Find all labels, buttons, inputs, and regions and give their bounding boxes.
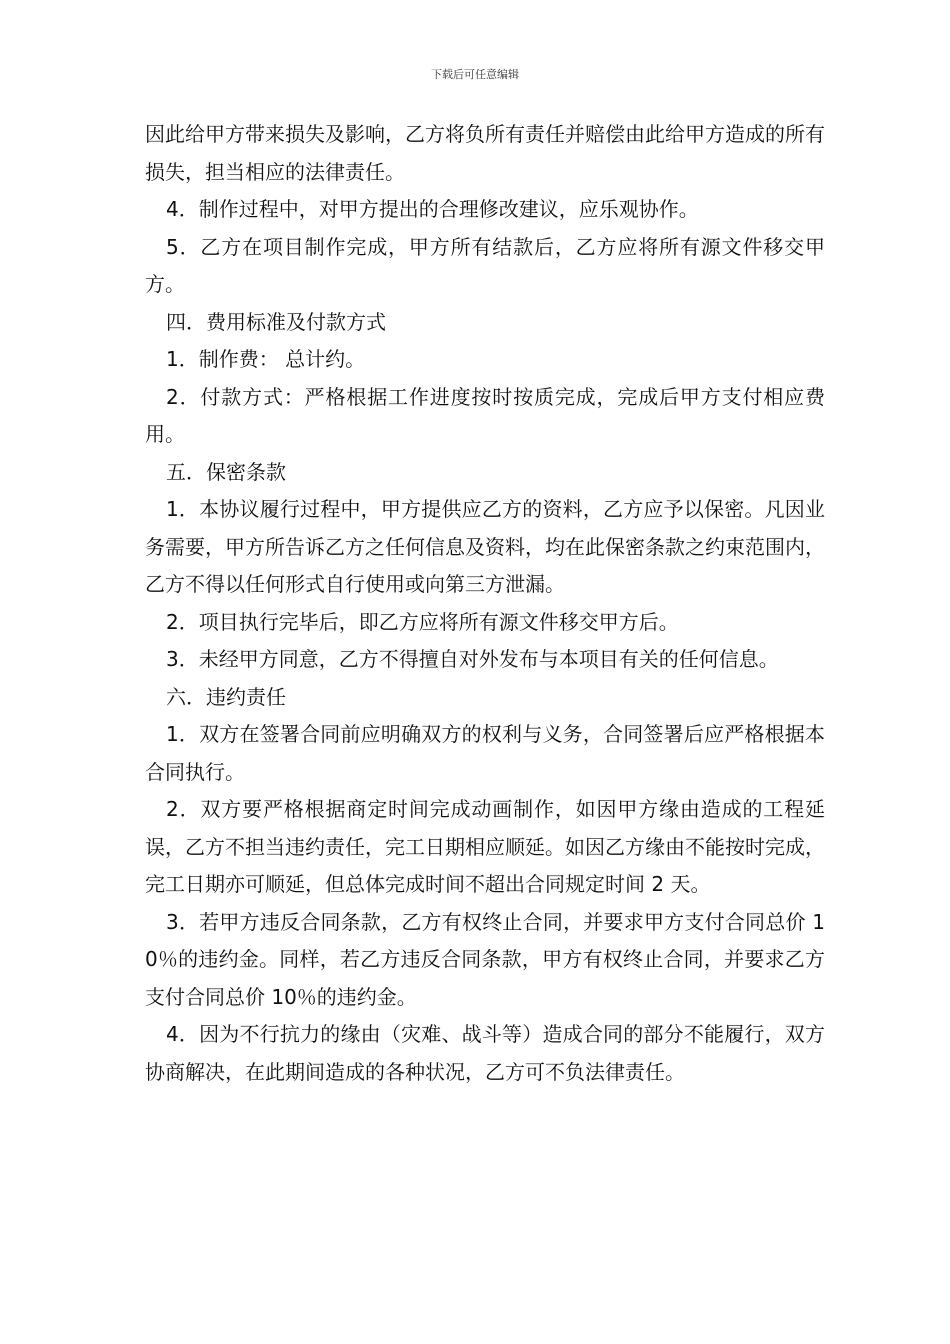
paragraph-item: 3．未经甲方同意，乙方不得擅自对外发布与本项目有关的任何信息。 bbox=[166, 647, 779, 671]
paragraph-item: 2．付款方式：严格根据工作进度按时按质完成，完成后甲方支付相应费用。 bbox=[145, 384, 825, 446]
paragraph-item: 4．制作过程中，对甲方提出的合理修改建议，应乐观协作。 bbox=[166, 197, 699, 221]
section-heading: 六．违约责任 bbox=[166, 684, 286, 709]
section-heading: 五．保密条款 bbox=[166, 459, 286, 484]
page-header: 下载后可任意编辑 bbox=[431, 68, 519, 81]
paragraph-item: 1．制作费： 总计约。 bbox=[166, 347, 366, 371]
section-heading: 四．费用标准及付款方式 bbox=[166, 309, 386, 334]
paragraph-item: 5．乙方在项目制作完成，甲方所有结款后，乙方应将所有源文件移交甲方。 bbox=[145, 234, 825, 296]
paragraph-continuation: 因此给甲方带来损失及影响，乙方将负所有责任并赔偿由此给甲方造成的所有损失，担当相应的法律责任。 bbox=[145, 122, 825, 184]
paragraph-item: 3．若甲方违反合同条款，乙方有权终止合同，并要求甲方支付合同总价 10％的违约金。同样，若乙方违反合同条款，甲方有权终止合同，并要求乙方支付合同总价 10％的违约金。 bbox=[145, 909, 825, 1009]
paragraph-item: 2．双方要严格根据商定时间完成动画制作，如因甲方缘由造成的工程延误，乙方不担当违约责任，完工日期相应顺延。如因乙方缘由不能按时完成，完工日期亦可顺延，但总体完成时间不超出合同规定时间 2 天。 bbox=[145, 797, 825, 896]
paragraph-item: 1．本协议履行过程中，甲方提供应乙方的资料，乙方应予以保密。凡因业务需要，甲方所告诉乙方之任何信息及资料，均在此保密条款之约束范围内，乙方不得以任何形式自行使用或向第三方泄漏。 bbox=[145, 497, 825, 596]
paragraph-item: 1．双方在签署合同前应明确双方的权利与义务，合同签署后应严格根据本合同执行。 bbox=[145, 722, 825, 784]
paragraph-item: 2．项目执行完毕后，即乙方应将所有源文件移交甲方后。 bbox=[166, 609, 679, 634]
document-body bbox=[145, 116, 825, 1091]
paragraph-item: 4．因为不行抗力的缘由（灾难、战斗等）造成合同的部分不能履行，双方协商解决，在此期间造成的各种状况，乙方可不负法律责任。 bbox=[145, 1022, 825, 1084]
